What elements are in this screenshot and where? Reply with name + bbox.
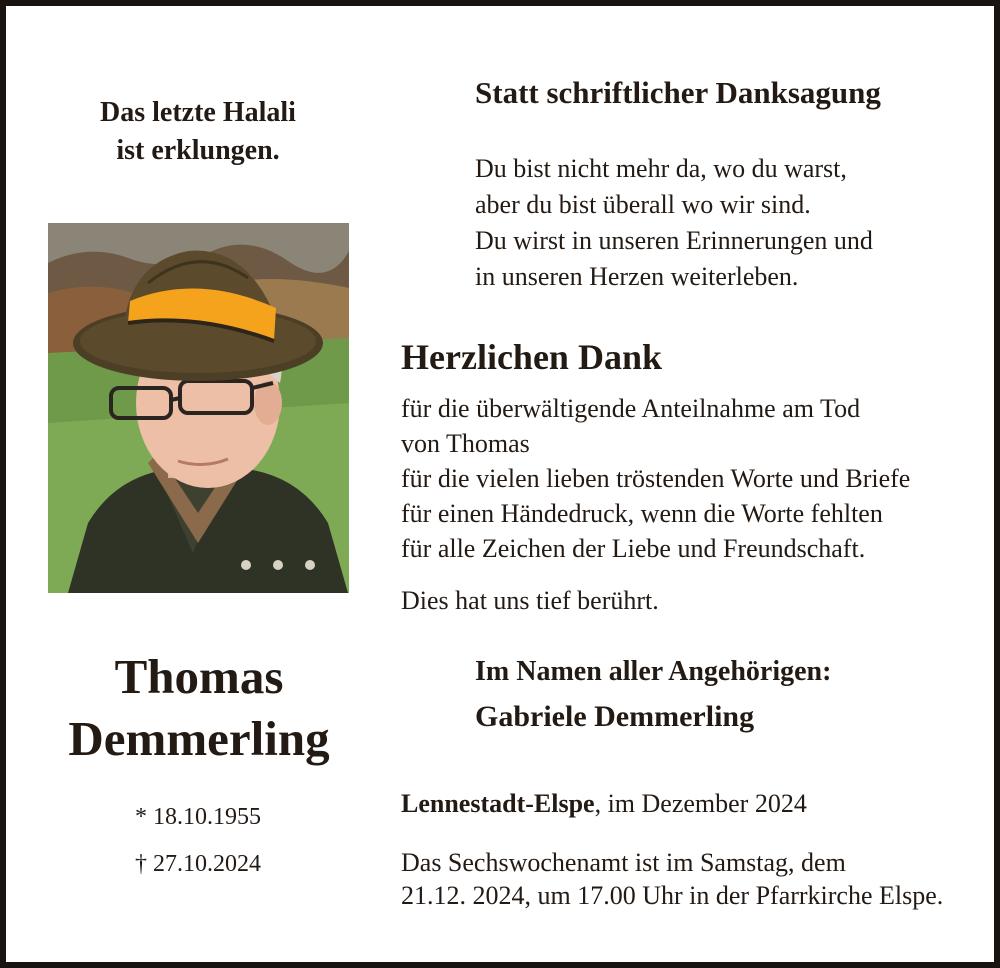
place-date	[401, 787, 807, 821]
poem-line: Du wirst in unseren Erinnerungen und	[475, 226, 873, 255]
portrait-photo	[48, 223, 349, 593]
portrait-illustration	[48, 223, 349, 593]
thanks-line: für die überwältigende Anteilnahme am Tod	[401, 394, 861, 423]
thanks-line: für alle Zeichen der Liebe und Freundschaft.	[401, 534, 866, 563]
thanks-line: von Thomas	[401, 429, 530, 458]
deceased-last-name: Demmerling	[68, 711, 330, 766]
birth-date: * 18.10.1955	[135, 804, 261, 830]
thanks-line: für die vielen lieben tröstenden Worte und Briefe	[401, 464, 911, 493]
deceased-name	[36, 646, 362, 770]
poem-line: Du bist nicht mehr da, wo du warst,	[475, 154, 847, 183]
intro-text	[48, 94, 348, 170]
place-town: Lennestadt-Elspe	[401, 789, 595, 818]
service-line: 21.12. 2024, um 17.00 Uhr in der Pfarrkirche Elspe.	[401, 881, 944, 910]
thanks-line: für einen Händedruck, wenn die Worte fehlten	[401, 499, 883, 528]
death-date: † 27.10.2024	[135, 851, 261, 877]
service-line: Das Sechswochenamt ist im Samstag, dem	[401, 848, 846, 877]
intro-line-1: Das letzte Halali	[100, 97, 296, 128]
closing-line: Dies hat uns tief berührt.	[401, 586, 659, 615]
place-date-text: , im Dezember 2024	[594, 789, 807, 818]
poem-line: aber du bist überall wo wir sind.	[475, 190, 811, 219]
intro-line-2: ist erklungen.	[116, 135, 280, 166]
poem-line: in unseren Herzen weiterleben.	[475, 262, 799, 291]
thanks-heading: Statt schriftlicher Danksagung	[475, 75, 881, 110]
thanks-list	[401, 391, 910, 566]
service-notice	[401, 846, 943, 912]
deceased-first-name: Thomas	[114, 649, 284, 704]
signature-label: Im Namen aller Angehörigen:	[475, 656, 832, 687]
herzlichen-dank-title: Herzlichen Dank	[401, 337, 662, 377]
signature-name: Gabriele Demmerling	[475, 700, 755, 733]
poem	[475, 151, 873, 295]
